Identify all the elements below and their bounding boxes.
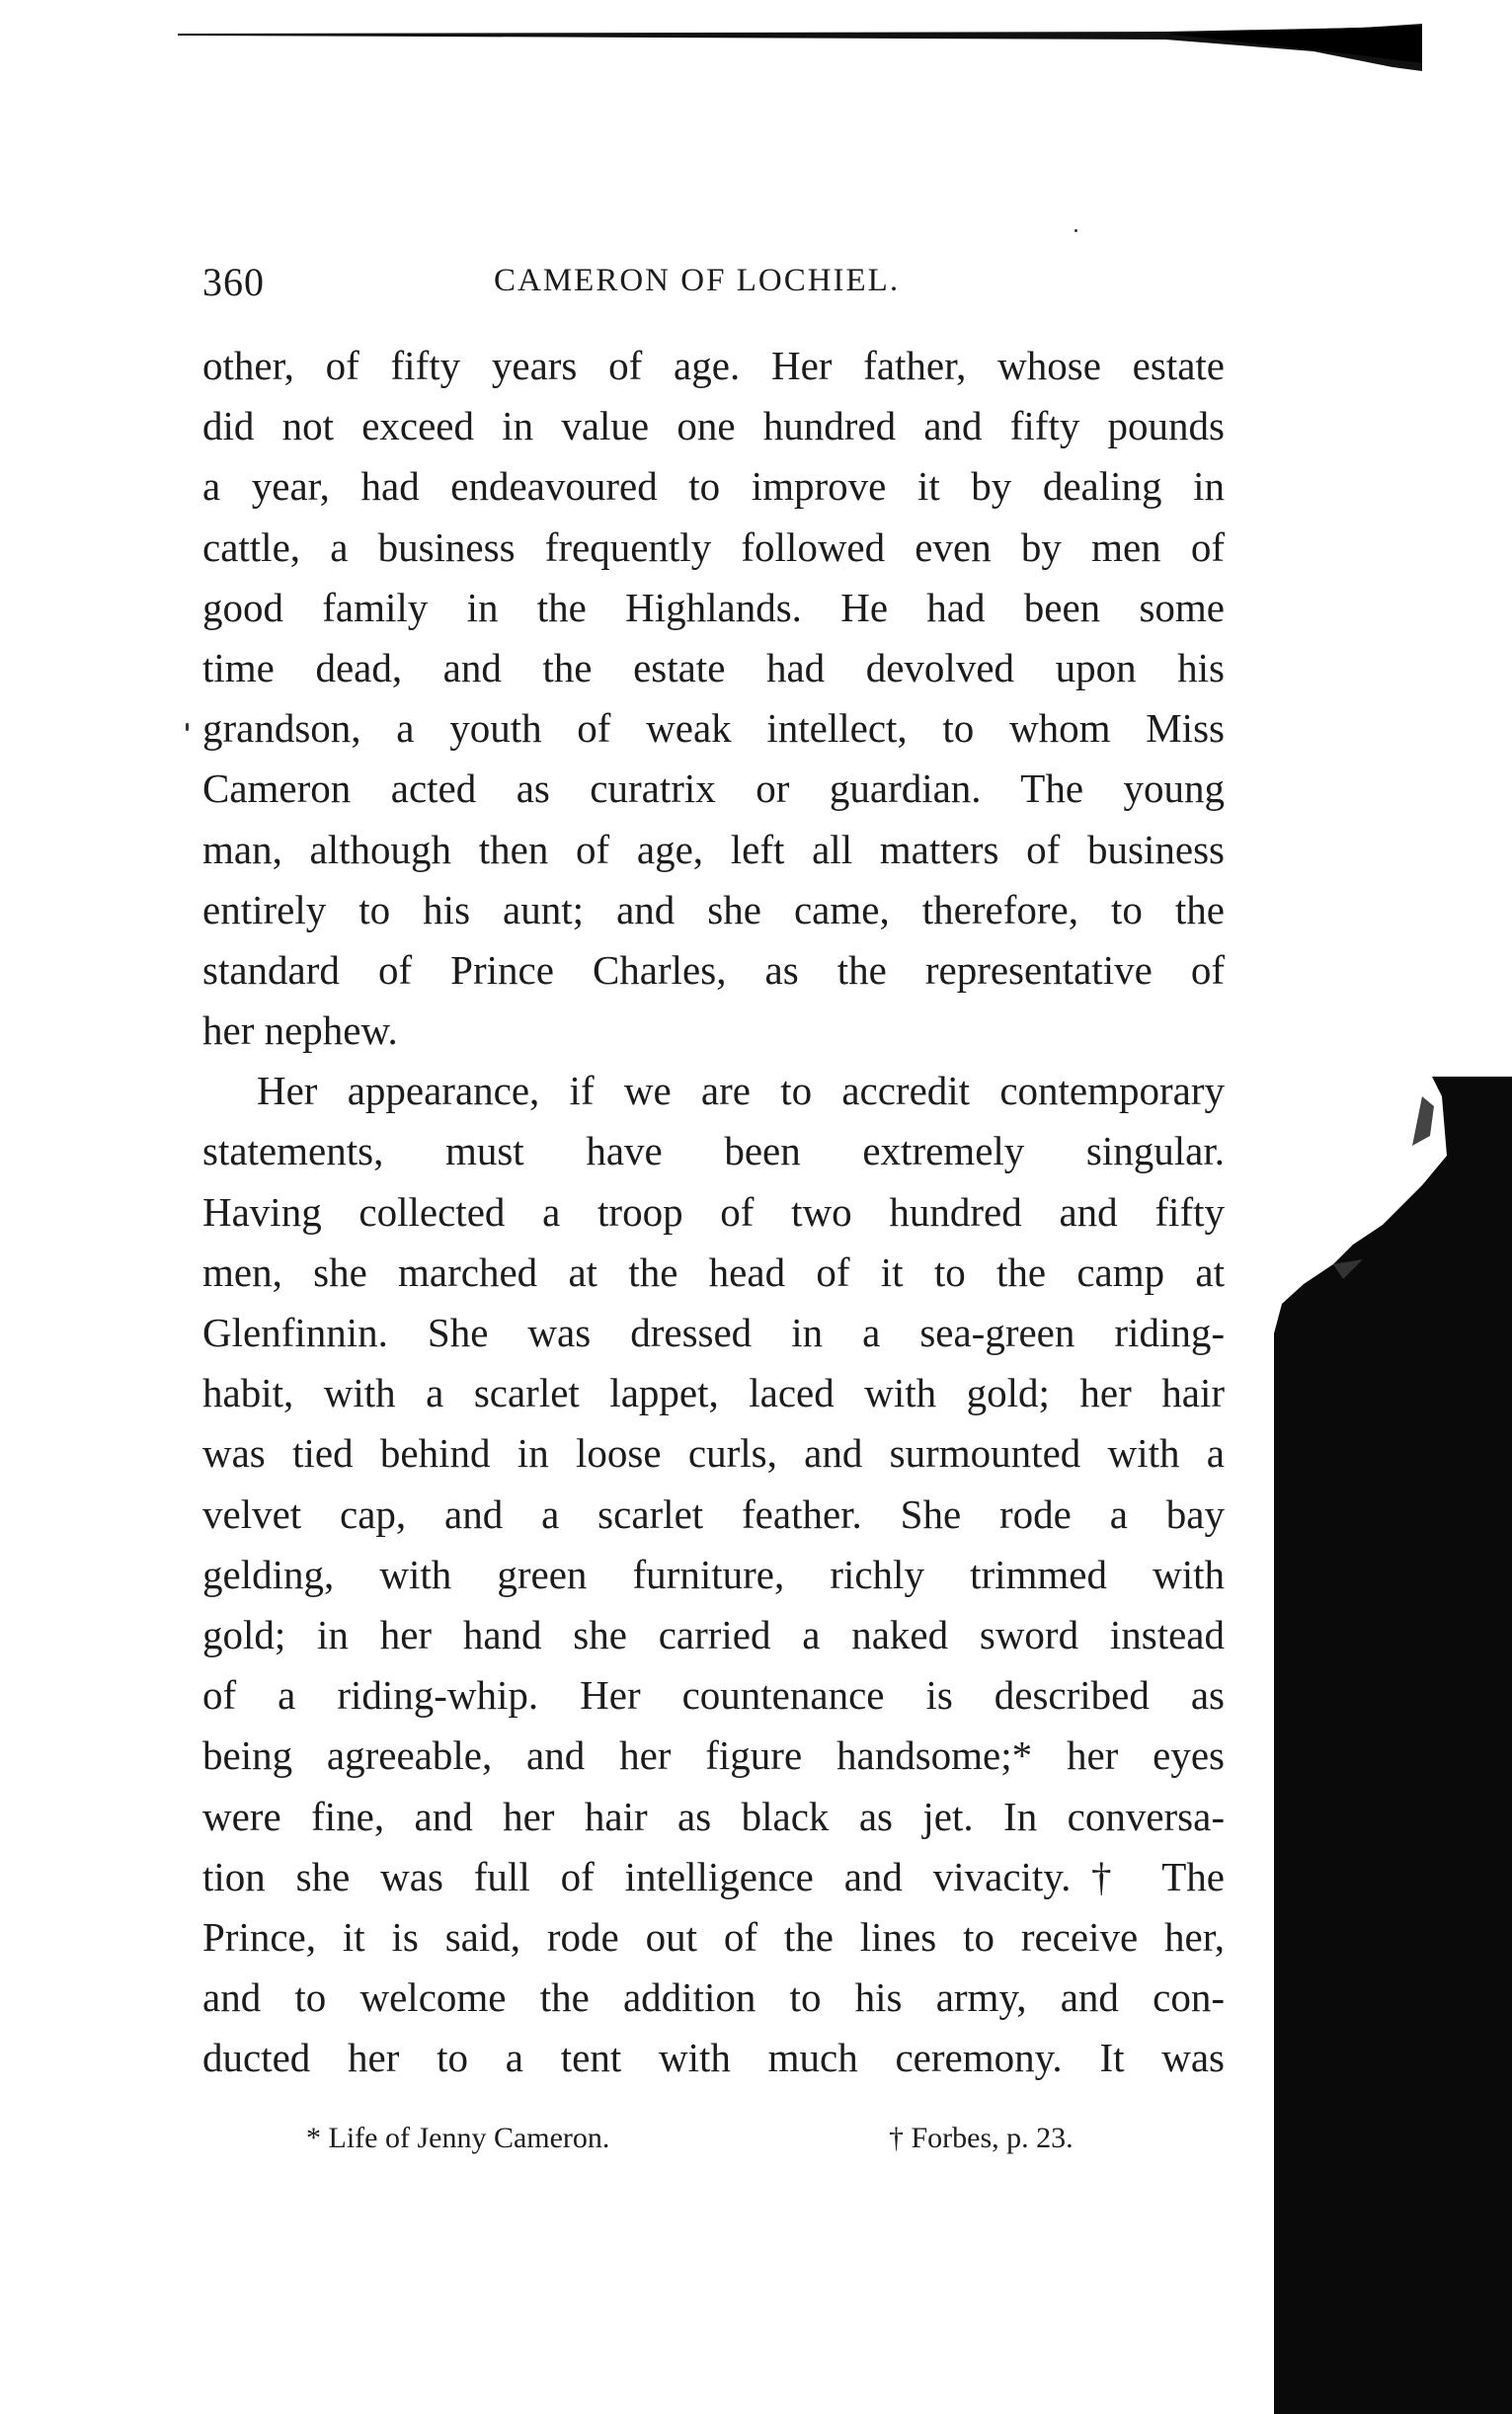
text-line: habit, with a scarlet lappet, laced with gold; her hair: [202, 1370, 1225, 1416]
text-line: tion she was full of intelligence and vivacity.† The: [202, 1853, 1225, 1899]
top-edge-rule: [178, 24, 1422, 73]
text-line: Glenfinnin. She was dressed in a sea-green riding-: [202, 1310, 1225, 1355]
page-number: 360: [202, 260, 265, 304]
text-line: statements, must have been extremely singular.: [202, 1128, 1225, 1174]
text-line: and to welcome the addition to his army, and con-: [202, 1974, 1225, 2021]
text-line: being agreeable, and her figure handsome;* her eyes: [202, 1732, 1225, 1779]
footnote-second: † Forbes, p. 23.: [889, 2122, 1074, 2154]
text-line: a year, had endeavoured to improve it by dealing in: [202, 463, 1225, 510]
text-line: did not exceed in value one hundred and fifty pounds: [202, 403, 1225, 449]
text-line: Prince, it is said, rode out of the lines to receive her,: [202, 1913, 1225, 1960]
text-line: time dead, and the estate had devolved upon his: [202, 644, 1225, 690]
text-line: ducted her to a tent with much ceremony. It was: [202, 2035, 1225, 2081]
text-line: velvet cap, and a scarlet feather. She rode a bay: [202, 1490, 1225, 1537]
text-line: cattle, a business frequently followed even by men of: [202, 523, 1225, 570]
text-line: Cameron acted as curatrix or guardian. The young: [202, 765, 1225, 812]
text-line: of a riding-whip. Her countenance is described as: [202, 1672, 1225, 1719]
margin-speck: [186, 723, 189, 731]
footnote-first: * Life of Jenny Cameron.: [306, 2122, 610, 2154]
text-line: good family in the Highlands. He had been some: [202, 584, 1225, 630]
footnotes: [202, 2122, 1225, 2171]
running-title: CAMERON OF LOCHIEL.: [494, 263, 901, 298]
text-line: gelding, with green furniture, richly trimmed with: [202, 1551, 1225, 1597]
text-line: was tied behind in loose curls, and surmounted with a: [202, 1430, 1225, 1477]
text-line: grandson, a youth of weak intellect, to whom Miss: [202, 705, 1225, 752]
margin-speck: [1074, 229, 1077, 232]
text-line: her nephew.: [202, 1007, 398, 1054]
text-line: man, although then of age, left all matters of business: [202, 826, 1225, 872]
text-line: Her appearance, if we are to accredit contemporary: [257, 1068, 1225, 1114]
text-line: entirely to his aunt; and she came, therefore, to the: [202, 886, 1225, 932]
text-line: gold; in her hand she carried a naked sword instead: [202, 1611, 1225, 1657]
body-text: [202, 336, 1225, 2088]
page-edge-shadow: [1274, 1077, 1512, 2414]
text-line: other, of fifty years of age. Her father, whose estate: [202, 343, 1225, 388]
running-head: [202, 259, 1239, 308]
text-line: Having collected a troop of two hundred and fifty: [202, 1188, 1225, 1235]
text-line: were fine, and her hair as black as jet. In conversa-: [202, 1793, 1225, 1839]
text-line: standard of Prince Charles, as the representative of: [202, 946, 1225, 993]
text-line: men, she marched at the head of it to the camp at: [202, 1248, 1225, 1295]
